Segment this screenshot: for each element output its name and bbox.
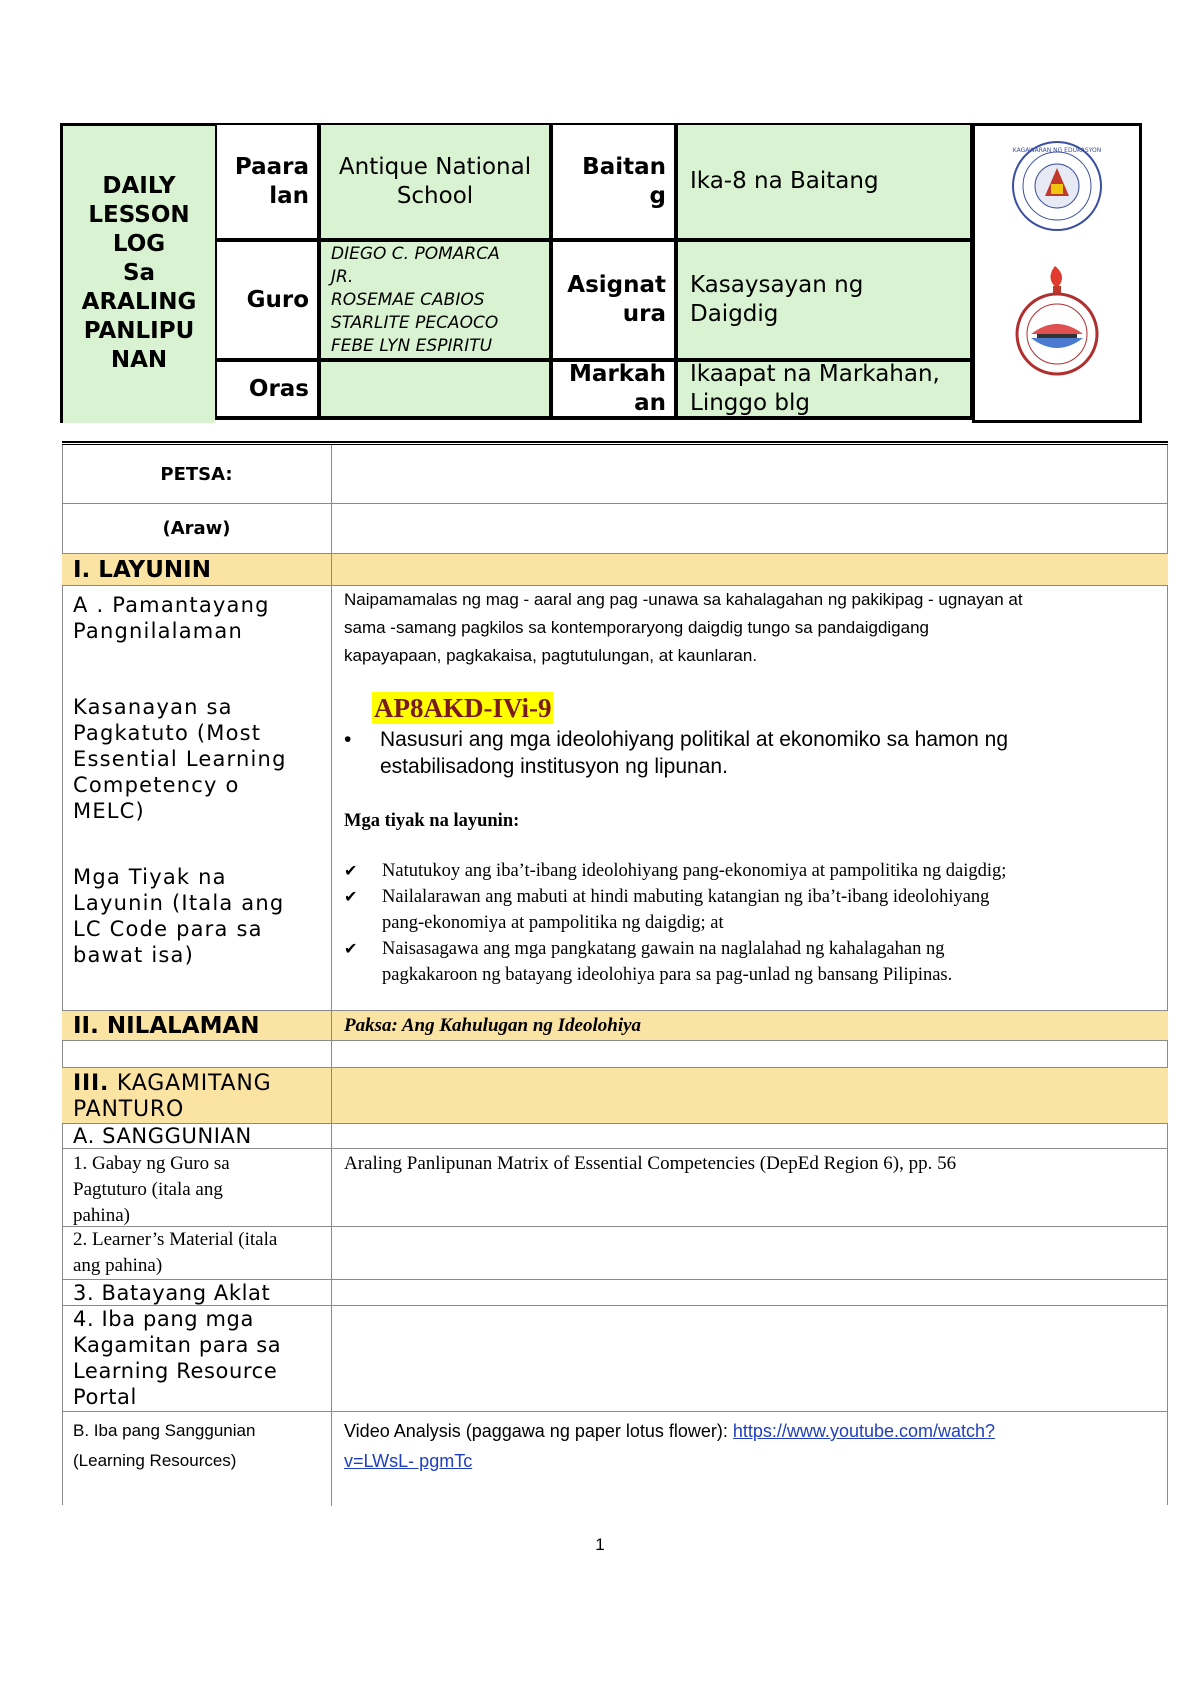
oras-label: Oras <box>215 360 319 420</box>
svg-text:KAGAWARAN NG EDUKASYON: KAGAWARAN NG EDUKASYON <box>1012 147 1102 154</box>
row-iba-pang <box>62 1306 1168 1412</box>
logo-column <box>972 123 1142 423</box>
row-sanggunian <box>62 1124 1168 1149</box>
check-icon: ✔ <box>344 887 358 906</box>
bullet-icon: • <box>344 728 352 751</box>
oras-value <box>319 360 551 420</box>
dll-title: DAILY LESSON LOG Sa ARALING PANLIPU NAN <box>60 123 215 423</box>
sanggunian-label: A. SANGGUNIAN <box>73 1124 252 1148</box>
check-icon: ✔ <box>344 861 358 880</box>
markahan-label: Markah an <box>551 360 676 420</box>
layunin-heading: I. LAYUNIN <box>73 556 211 583</box>
petsa-value <box>332 445 1168 503</box>
asignatura-value: Kasaysayan ng Daigdig <box>676 240 972 360</box>
row-gabay <box>62 1149 1168 1227</box>
kasanayan-label: Kasanayan sa Pagkatuto (Most Essential Learning Competency o MELC) <box>73 695 287 823</box>
batayang-label: 3. Batayang Aklat <box>73 1280 271 1305</box>
guro-label: Guro <box>215 240 319 360</box>
araw-label: (Araw) <box>162 518 231 539</box>
page-number: 1 <box>595 1535 605 1554</box>
gabay-label: 1. Gabay ng Guro sa Pagtuturo (itala ang pahina) <box>62 1149 332 1226</box>
row-empty <box>62 1041 1168 1068</box>
header-table <box>60 123 1142 423</box>
baitang-label: Baitan g <box>551 123 676 240</box>
list-item: ✔ Natutukoy ang iba’t-ibang ideolohiyang pang-ekonomiya at pampolitika ng daigdig; <box>344 858 1006 884</box>
paksa-text: Paksa: Ang Kahulugan ng Ideolohiya <box>344 1014 642 1036</box>
row-batayang <box>62 1280 1168 1306</box>
row-learning-resources <box>62 1412 1168 1506</box>
objectives-list <box>344 858 1006 988</box>
list-item: ✔ Nailalarawan ang mabuti at hindi mabuting katangian ng iba’t-ibang ideolohiyang pang-ekonomiya at pampolitika ng daigdig; at <box>344 884 1006 936</box>
video-link[interactable]: https://www.youtube.com/watch? v=LWsL- pgmTc <box>344 1421 996 1471</box>
markahan-value: Ikaapat na Markahan, Linggo blg <box>676 360 972 420</box>
asignatura-label: Asignat ura <box>551 240 676 360</box>
baitang-value: Ika-8 na Baitang <box>676 123 972 240</box>
araw-value <box>332 504 1168 553</box>
row-kagamitan-heading <box>62 1068 1168 1124</box>
check-icon: ✔ <box>344 939 358 958</box>
learner-label: 2. Learner’s Material (itala ang pahina) <box>62 1227 332 1279</box>
kagamitan-heading: III. KAGAMITANG PANTURO <box>73 1071 272 1122</box>
paaralan-label: Paara lan <box>215 123 319 240</box>
row-layunin-content <box>62 586 1168 1011</box>
video-analysis-text: Video Analysis (paggawa ng paper lotus flower): <box>344 1421 733 1441</box>
row-nilalaman-heading <box>62 1011 1168 1041</box>
deped-seal-logo <box>1009 138 1105 234</box>
row-learner <box>62 1227 1168 1280</box>
melc-bullet: • Nasusuri ang mga ideolohiyang politikal at ekonomiko sa hamon ng estabilisadong institusyon ng lipunan. <box>344 728 1009 778</box>
lc-code: AP8AKD-IVi-9 <box>374 693 552 723</box>
pamantayan-text: Naipamamalas ng mag - aaral ang pag -unawa sa kahalagahan ng pakikipag - ugnayan at sama -samang pagkilos sa kontemporaryong daigdig tungo sa pandaigdigang kapayapaan, pagkakaisa, pagtutulungan, at kaunlaran. <box>344 590 1023 665</box>
tiyak-heading: Mga tiyak na layunin: <box>344 811 520 831</box>
gabay-value: Araling Panlipunan Matrix of Essential Competencies (DepEd Region 6), pp. 56 <box>344 1153 957 1174</box>
row-layunin-heading <box>62 554 1168 586</box>
guro-names: DIEGO C. POMARCA JR. ROSEMAE CABIOS STARLITE PECAOCO FEBE LYN ESPIRITU <box>319 240 551 360</box>
paaralan-value: Antique National School <box>319 123 551 240</box>
nilalaman-heading: II. NILALAMAN <box>73 1012 260 1039</box>
petsa-label: PETSA: <box>160 463 233 485</box>
ibang-sanggunian-label: B. Iba pang Sanggunian (Learning Resources) <box>62 1412 332 1506</box>
pamantayan-label: A . Pamantayang Pangnilalaman <box>73 593 270 643</box>
school-seal-logo <box>1007 262 1107 382</box>
tiyak-label: Mga Tiyak na Layunin (Itala ang LC Code para sa bawat isa) <box>73 865 285 967</box>
list-item: ✔ Naisasagawa ang mga pangkatang gawain na naglalahad ng kahalagahan ng pagkakaroon ng batayang ideolohiya para sa pag-unlad ng bansang Pilipinas. <box>344 936 1006 988</box>
iba-label: 4. Iba pang mga Kagamitan para sa Learning Resource Portal <box>62 1306 332 1411</box>
row-araw <box>62 504 1168 554</box>
row-petsa <box>62 445 1168 504</box>
